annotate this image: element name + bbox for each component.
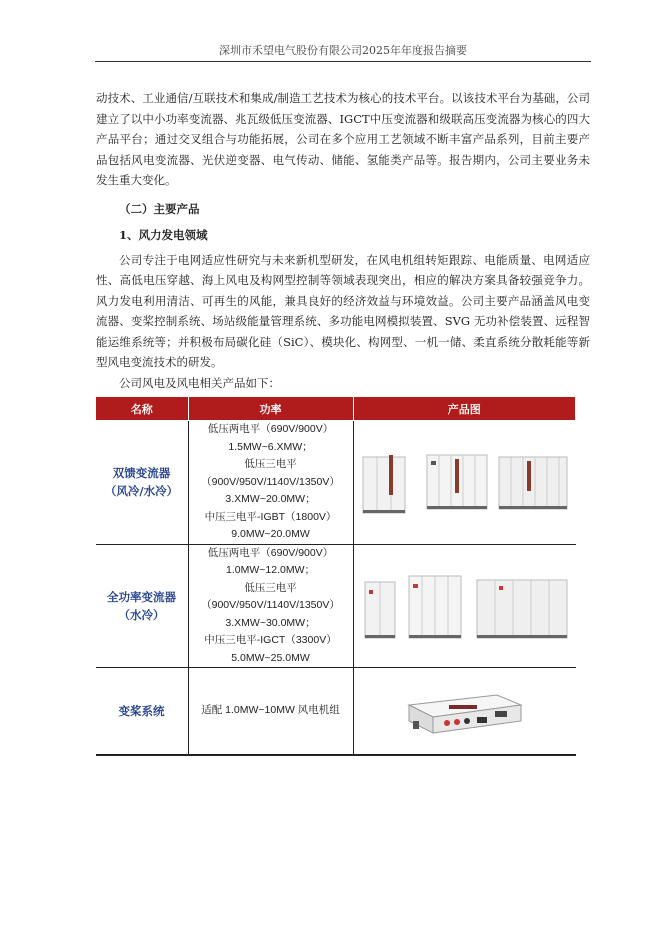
power-line: 低压三电平 <box>244 581 297 594</box>
subsection-heading-wind: 1、风力发电领域 <box>119 228 208 242</box>
power-line: 9.0MW~20.0MW <box>231 528 310 540</box>
power-spec <box>188 421 353 545</box>
table-intro: 公司风电及风电相关产品如下： <box>119 375 280 390</box>
power-spec <box>188 544 353 668</box>
product-name-line: （水冷） <box>118 607 165 622</box>
product-table <box>95 396 576 756</box>
table-header-row <box>96 397 576 421</box>
col-header-name: 名称 <box>96 397 189 421</box>
product-name-line: 变桨系统 <box>118 703 165 718</box>
product-name-line: 双馈变流器 <box>112 466 171 481</box>
full-power-converter-cabinets-image <box>359 570 571 642</box>
intro-paragraph: 动技术、工业通信/互联技术和集成/制造工艺技术为核心的技术平台。以该技术平台为基础，公司建立了以中小功率变流器、兆瓦级低压变流器、IGCT中压变流器和级联高压变流器为核心的四大产品平台；通过交叉组合与功能拓展，公司在多个应用工艺领域不断丰富产品系列，目前主要产品包括风电变流器、光伏逆变器、电气传动、储能、氢能类产品等。报告期内，公司主要业务未发生重大变化。 <box>96 91 590 187</box>
section-heading-main-products: （二）主要产品 <box>119 201 200 216</box>
power-line: 低压三电平 <box>244 458 297 470</box>
wind-paragraph: 公司专注于电网适应性研究与未来新机型研发，在风电机组转矩跟踪、电能质量、电网适应性、高低电压穿越、海上风电及构网型控制等领域表现突出，相应的解决方案具备较强竞争力。风力发电利用清洁、可再生的风能，兼具良好的经济效益与环境效益。公司主要产品涵盖风电变流器、变桨控制系统、场站级能量管理系统、多功能电网模拟装置、SVG 无功补偿装置、远程智能运维系统等；并积极布局碳化硅（SiC）、模块化、构网型、一机一储、柔直系统分散耗能等新型风电变流技术的研发。 <box>96 252 590 369</box>
power-line: 3.XMW~20.0MW； <box>225 493 316 505</box>
power-line: 适配 1.0MW~10MW 风电机组 <box>201 704 340 716</box>
power-spec <box>188 668 353 755</box>
power-line: 1.5MW~6.XMW； <box>228 440 313 453</box>
power-line: 1.0MW~12.0MW； <box>226 564 315 576</box>
power-line: 中压三电平-IGCT（3300V） <box>204 634 337 646</box>
product-name <box>96 544 189 668</box>
table-row <box>96 668 576 755</box>
document-body <box>96 88 590 393</box>
power-line: （900V/950V/1140V/1350V） <box>201 475 340 488</box>
header-divider <box>95 61 591 62</box>
product-image-cell <box>353 544 576 668</box>
product-image-cell <box>353 421 576 545</box>
power-line: （900V/950V/1140V/1350V） <box>201 599 340 611</box>
power-line: 低压两电平（690V/900V） <box>207 546 334 559</box>
product-image-cell <box>353 668 576 755</box>
table-row <box>96 544 576 668</box>
col-header-power: 功率 <box>188 397 353 421</box>
pitch-system-unit-image <box>395 681 535 741</box>
col-header-image: 产品图 <box>353 397 576 421</box>
product-name <box>96 421 189 545</box>
power-line: 低压两电平（690V/900V） <box>207 423 334 435</box>
power-line: 5.0MW~25.0MW <box>231 651 310 664</box>
dfig-converter-cabinets-image <box>359 447 571 517</box>
product-name <box>96 668 189 755</box>
power-line: 3.XMW~30.0MW； <box>225 616 316 629</box>
table-row <box>96 421 576 545</box>
page-header: 深圳市禾望电气股份有限公司2025年年度报告摘要 <box>219 44 467 57</box>
product-name-line: （风冷/水冷） <box>104 484 179 499</box>
product-name-line: 全功率变流器 <box>107 589 176 604</box>
power-line: 中压三电平-IGBT（1800V） <box>204 510 337 523</box>
